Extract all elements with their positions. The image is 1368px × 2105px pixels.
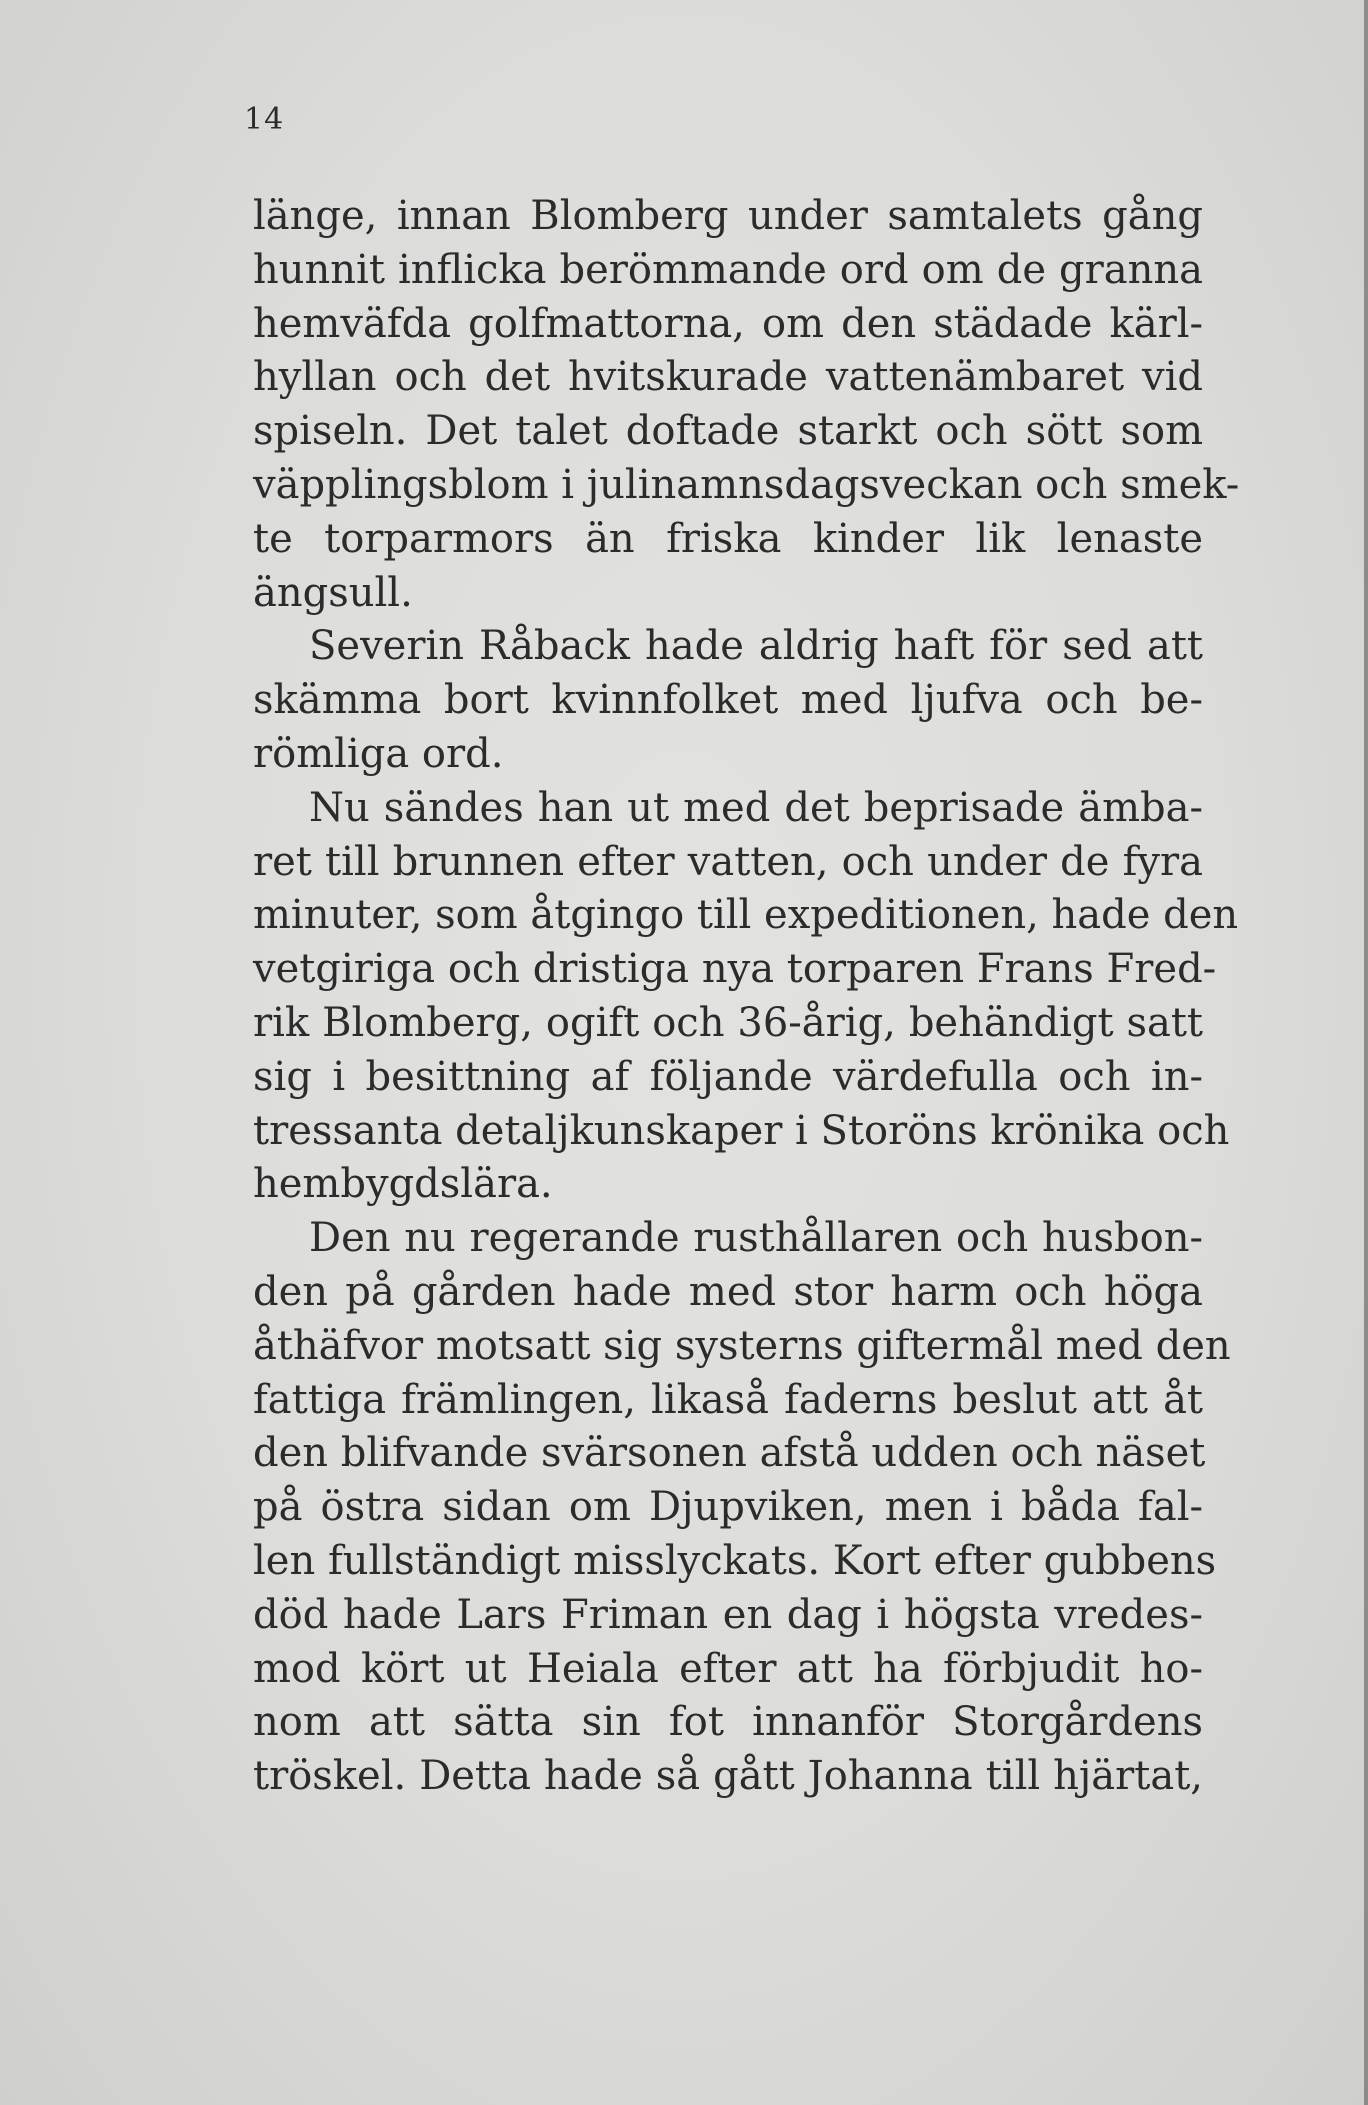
text-line: hembygdslära. xyxy=(253,1161,553,1208)
text-line: hemväfda golfmattorna, om den städade kärl- xyxy=(253,300,1203,347)
text-line: skämma bort kvinnfolket med ljufva och be- xyxy=(253,677,1203,724)
text-line: den blifvande svärsonen afstå udden och näset xyxy=(253,1430,1206,1477)
text-line: rik Blomberg, ogift och 36-årig, behändigt satt xyxy=(253,999,1203,1046)
text-line: tressanta detaljkunskaper i Storöns krönika och xyxy=(253,1107,1230,1154)
text-line: vetgiriga och dristiga nya torparen Frans Fred- xyxy=(253,946,1217,993)
text-line: länge, innan Blomberg under samtalets gång xyxy=(253,193,1203,239)
text-line: mod kört ut Heiala efter att ha förbjudit ho- xyxy=(253,1645,1203,1692)
text-line: väpplingsblom i julinamnsdagsveckan och smek- xyxy=(253,461,1240,508)
text-line: död hade Lars Friman en dag i högsta vredes- xyxy=(253,1591,1203,1638)
text-line: fattiga främlingen, likaså faderns beslut att åt xyxy=(253,1376,1203,1423)
text-line: te torparmors än friska kinder lik lenaste xyxy=(253,515,1203,562)
text-line: len fullständigt misslyckats. Kort efter gubbens xyxy=(253,1537,1217,1584)
text-line: den på gården hade med stor harm och höga xyxy=(253,1268,1203,1315)
text-line: hyllan och det hvitskurade vattenämbaret vid xyxy=(253,354,1203,401)
text-line: ängsull. xyxy=(253,569,413,616)
text-line: spiseln. Det talet doftade starkt och sött som xyxy=(253,408,1203,455)
page-edge-shadow xyxy=(1364,0,1368,2105)
text-line: sig i besittning af följande värdefulla och in- xyxy=(253,1053,1203,1100)
text-line: på östra sidan om Djupviken, men i båda fal- xyxy=(253,1484,1203,1531)
text-line: åthäfvor motsatt sig systerns giftermål med den xyxy=(253,1322,1231,1369)
text-line: ret till brunnen efter vatten, och under de fyra xyxy=(253,838,1203,885)
text-line: tröskel. Detta hade så gått Johanna till hjärtat, xyxy=(253,1753,1203,1800)
page-number: 14 xyxy=(244,102,285,137)
text-line: Nu sändes han ut med det beprisade ämba- xyxy=(309,784,1203,831)
text-line: Severin Råback hade aldrig haft för sed att xyxy=(309,623,1203,670)
text-line: römliga ord. xyxy=(253,730,504,777)
text-line: minuter, som åtgingo till expeditionen, hade den xyxy=(253,892,1239,939)
text-line: Den nu regerande rusthållaren och husbon- xyxy=(309,1215,1203,1262)
text-line: nom att sätta sin fot innanför Storgårdens xyxy=(253,1699,1203,1746)
body-text xyxy=(253,190,1240,1804)
text-line: hunnit inflicka berömmande ord om de granna xyxy=(253,246,1203,293)
